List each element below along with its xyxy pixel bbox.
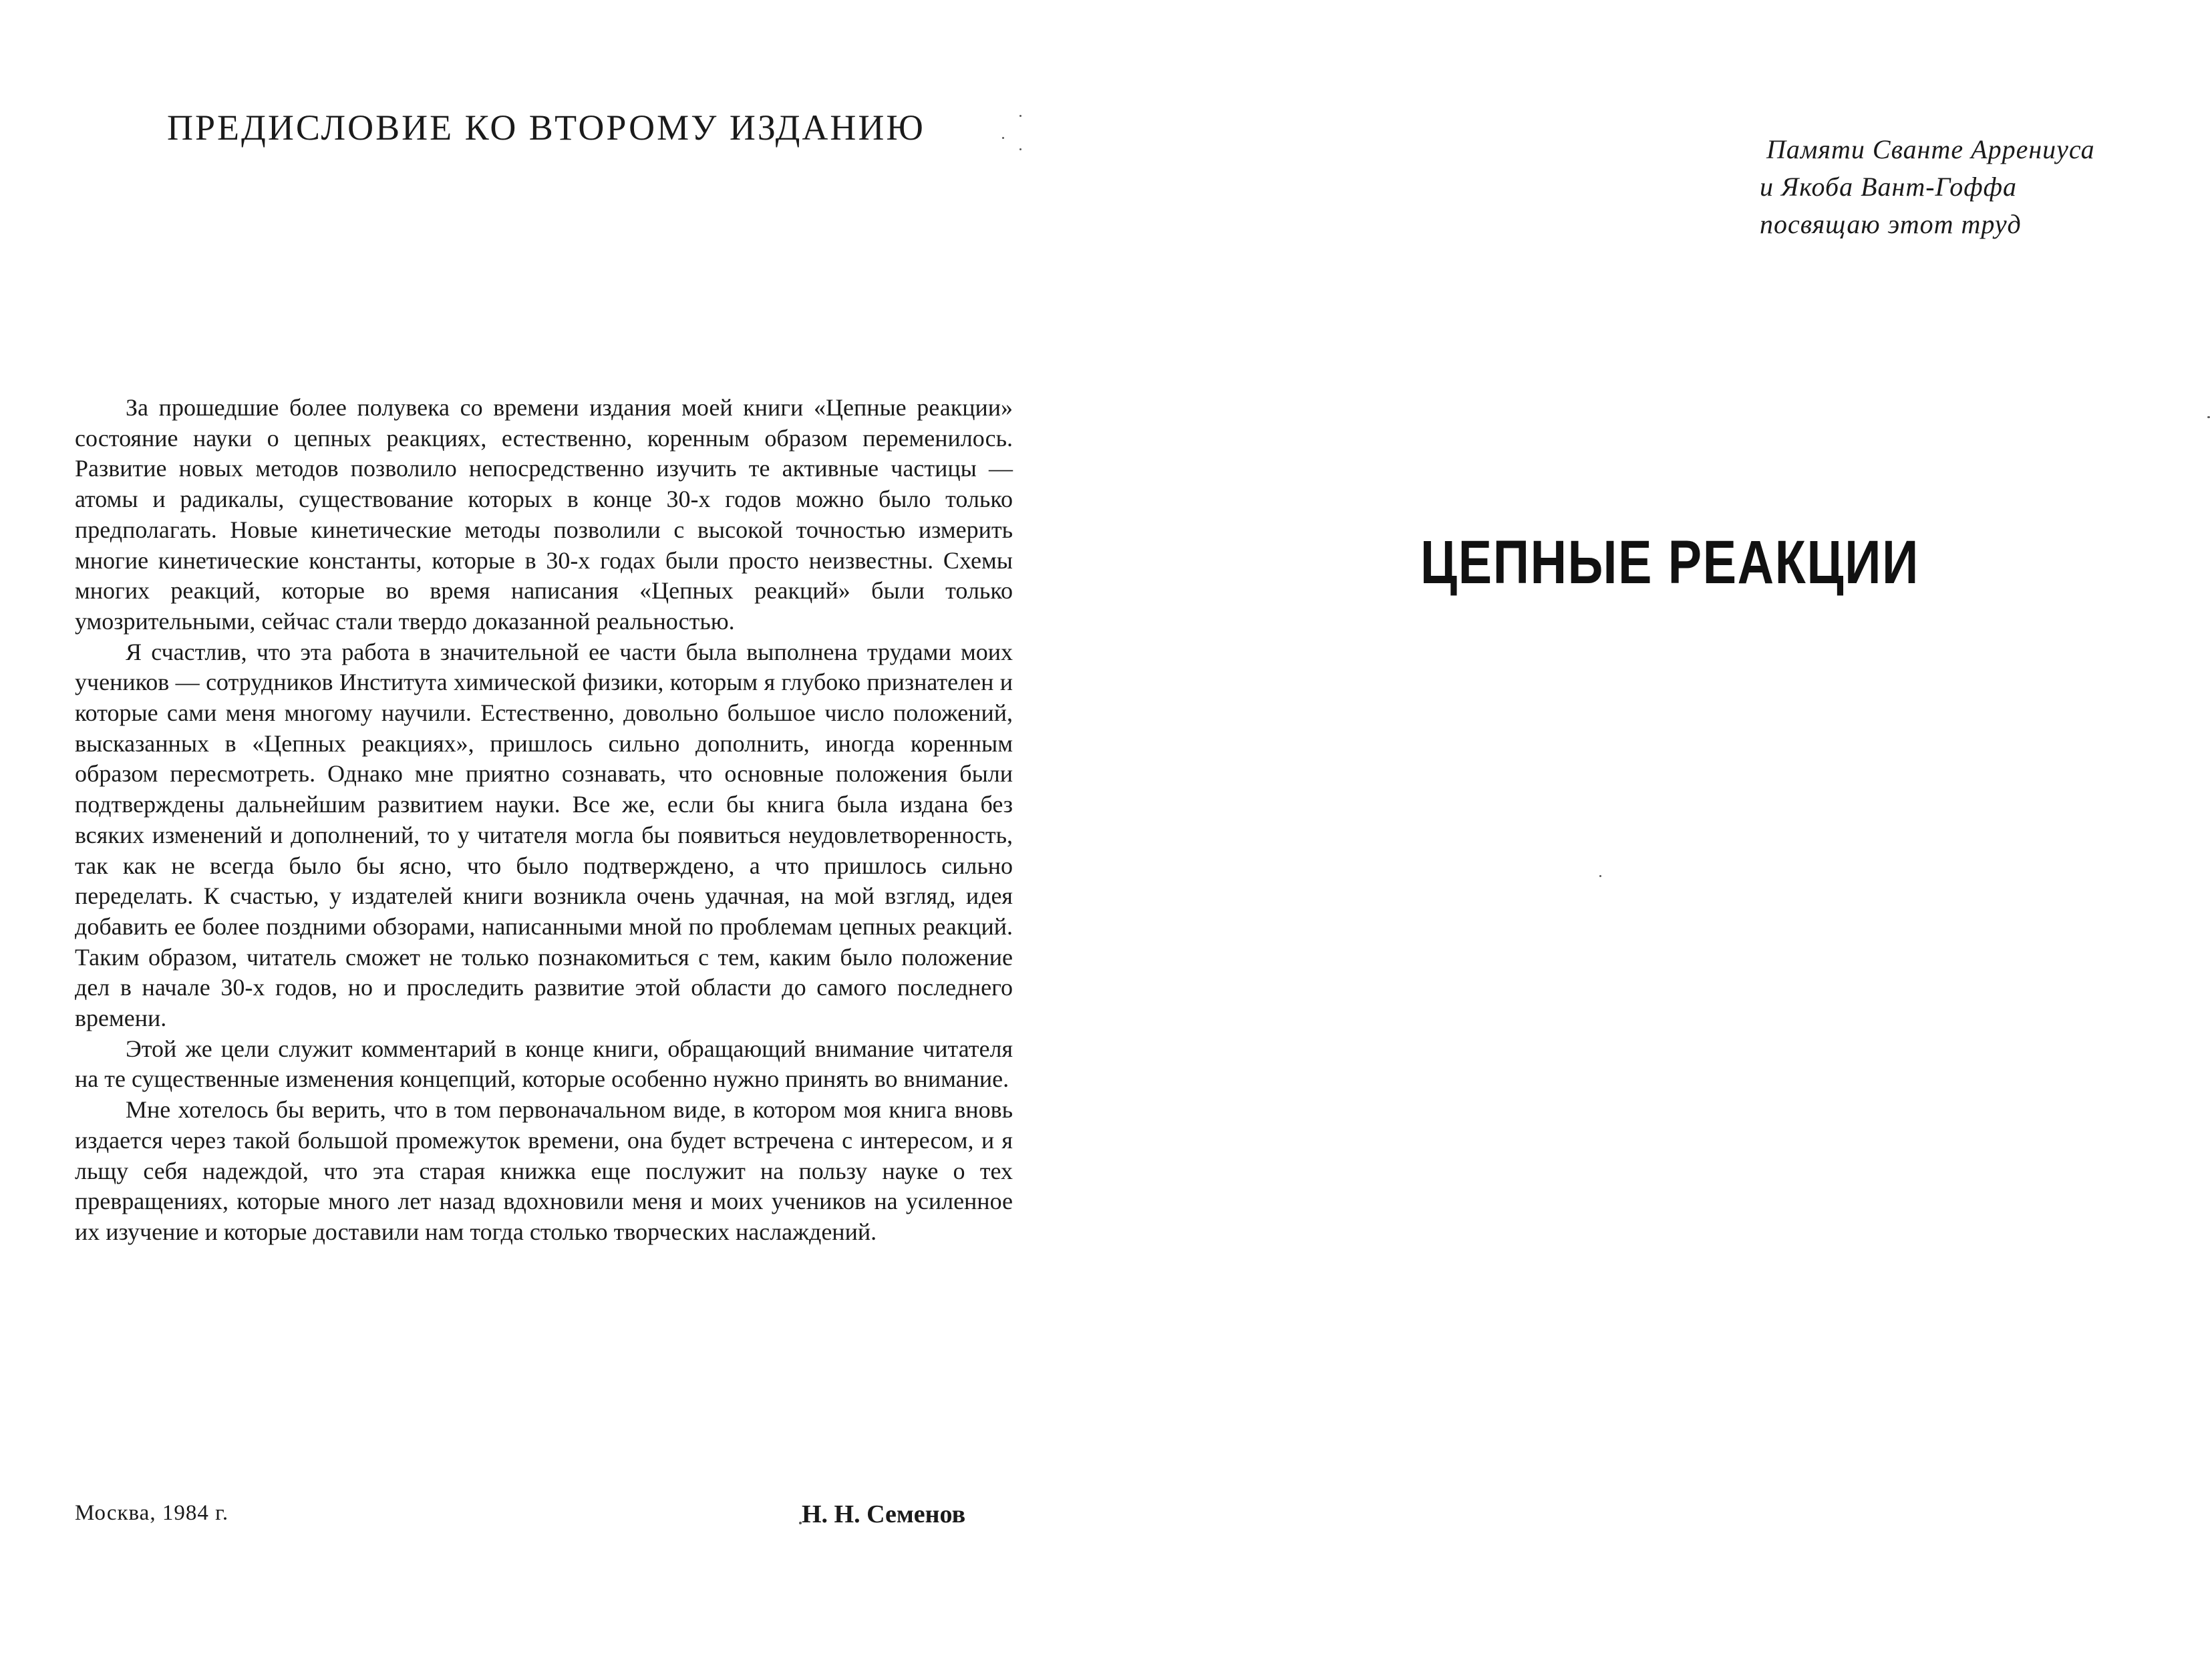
preface-paragraph-1: За прошедшие более полувека со времени издания моей книги «Цепные реакции» состояние науки о цепных реакциях, естественно, коренным образом переменилось. Развитие новых методов позволило непосредственно изучить те активные частицы — атомы и радикалы, существование которых в конце 30-х годов можно было только предполагать. Новые кинетические методы позволили с высокой точностью измерить многие кинетические константы, которые в 30-х годах были просто неизвестны. Схемы многих реакций, которые во время написания «Цепных реакций» были только умозрительными, сейчас стали твердо доказанной реальностью. [75, 394, 1013, 635]
author-signature: Н. Н. Семенов [802, 1500, 966, 1528]
place-date: Москва, 1984 г. [75, 1501, 229, 1525]
preface-title: ПРЕДИСЛОВИЕ КО ВТОРОМУ ИЗДАНИЮ [167, 108, 925, 148]
dedication-line: и Якоба Вант-Гоффа [1760, 172, 2018, 202]
scan-speck [799, 1522, 802, 1524]
dedication-line: посвящаю этот труд [1760, 209, 2022, 239]
scan-speck [1002, 137, 1004, 139]
book-title: ЦЕПНЫЕ РЕАКЦИИ [1420, 528, 1919, 597]
scan-speck [1019, 115, 1021, 117]
dedication [1760, 131, 2187, 243]
preface-paragraph-3: Этой же цели служит комментарий в конце книги, обращающий внимание читателя на те существенные изменения концепций, которые особенно нужно принять во внимание. [75, 1035, 1013, 1093]
dedication-line: Памяти Сванте Аррениуса [1766, 134, 2095, 164]
preface-paragraph-4: Мне хотелось бы верить, что в том первоначальном виде, в котором моя книга вновь издается через такой большой промежуток времени, она будет встречена с интересом, и я льщу себя надеждой, что эта старая книжка еще послужит на пользу науке о тех превращениях, которые много лет назад вдохновили меня и моих учеников на усиленное их изучение и которые доставили нам тогда столько творческих наслаждений. [75, 1096, 1013, 1245]
scan-speck [1019, 148, 1021, 150]
scan-speck [1599, 875, 1601, 877]
right-page [1105, 0, 2210, 1680]
preface-paragraph-2: Я счастлив, что эта работа в значительной ее части была выполнена трудами моих учеников — сотрудников Института химической физики, которым я глубоко признателен и которые сами меня многому научили. Естественно, довольно большое число положений, высказанных в «Цепных реакциях», пришлось сильно дополнить, иногда коренным образом пересмотреть. Однако мне приятно сознавать, что основные положения были подтверждены дальнейшим развитием науки. Все же, если бы книга была издана без всяких изменений и дополнений, то у читателя могла бы появиться неудовлетворенность, так как не всегда было бы ясно, что было подтверждено, а что пришлось сильно переделать. К счастью, у издателей книги возникла очень удачная, на мой взгляд, идея добавить ее более поздними обзорами, написанными мной по проблемам цепных реакций. Таким образом, читатель сможет не только познакомиться с тем, каким было положение дел в начале 30-х годов, но и проследить развитие этой области до самого последнего времени. [75, 638, 1013, 1032]
preface-body [75, 393, 1013, 1248]
scan-speck [2207, 416, 2210, 418]
